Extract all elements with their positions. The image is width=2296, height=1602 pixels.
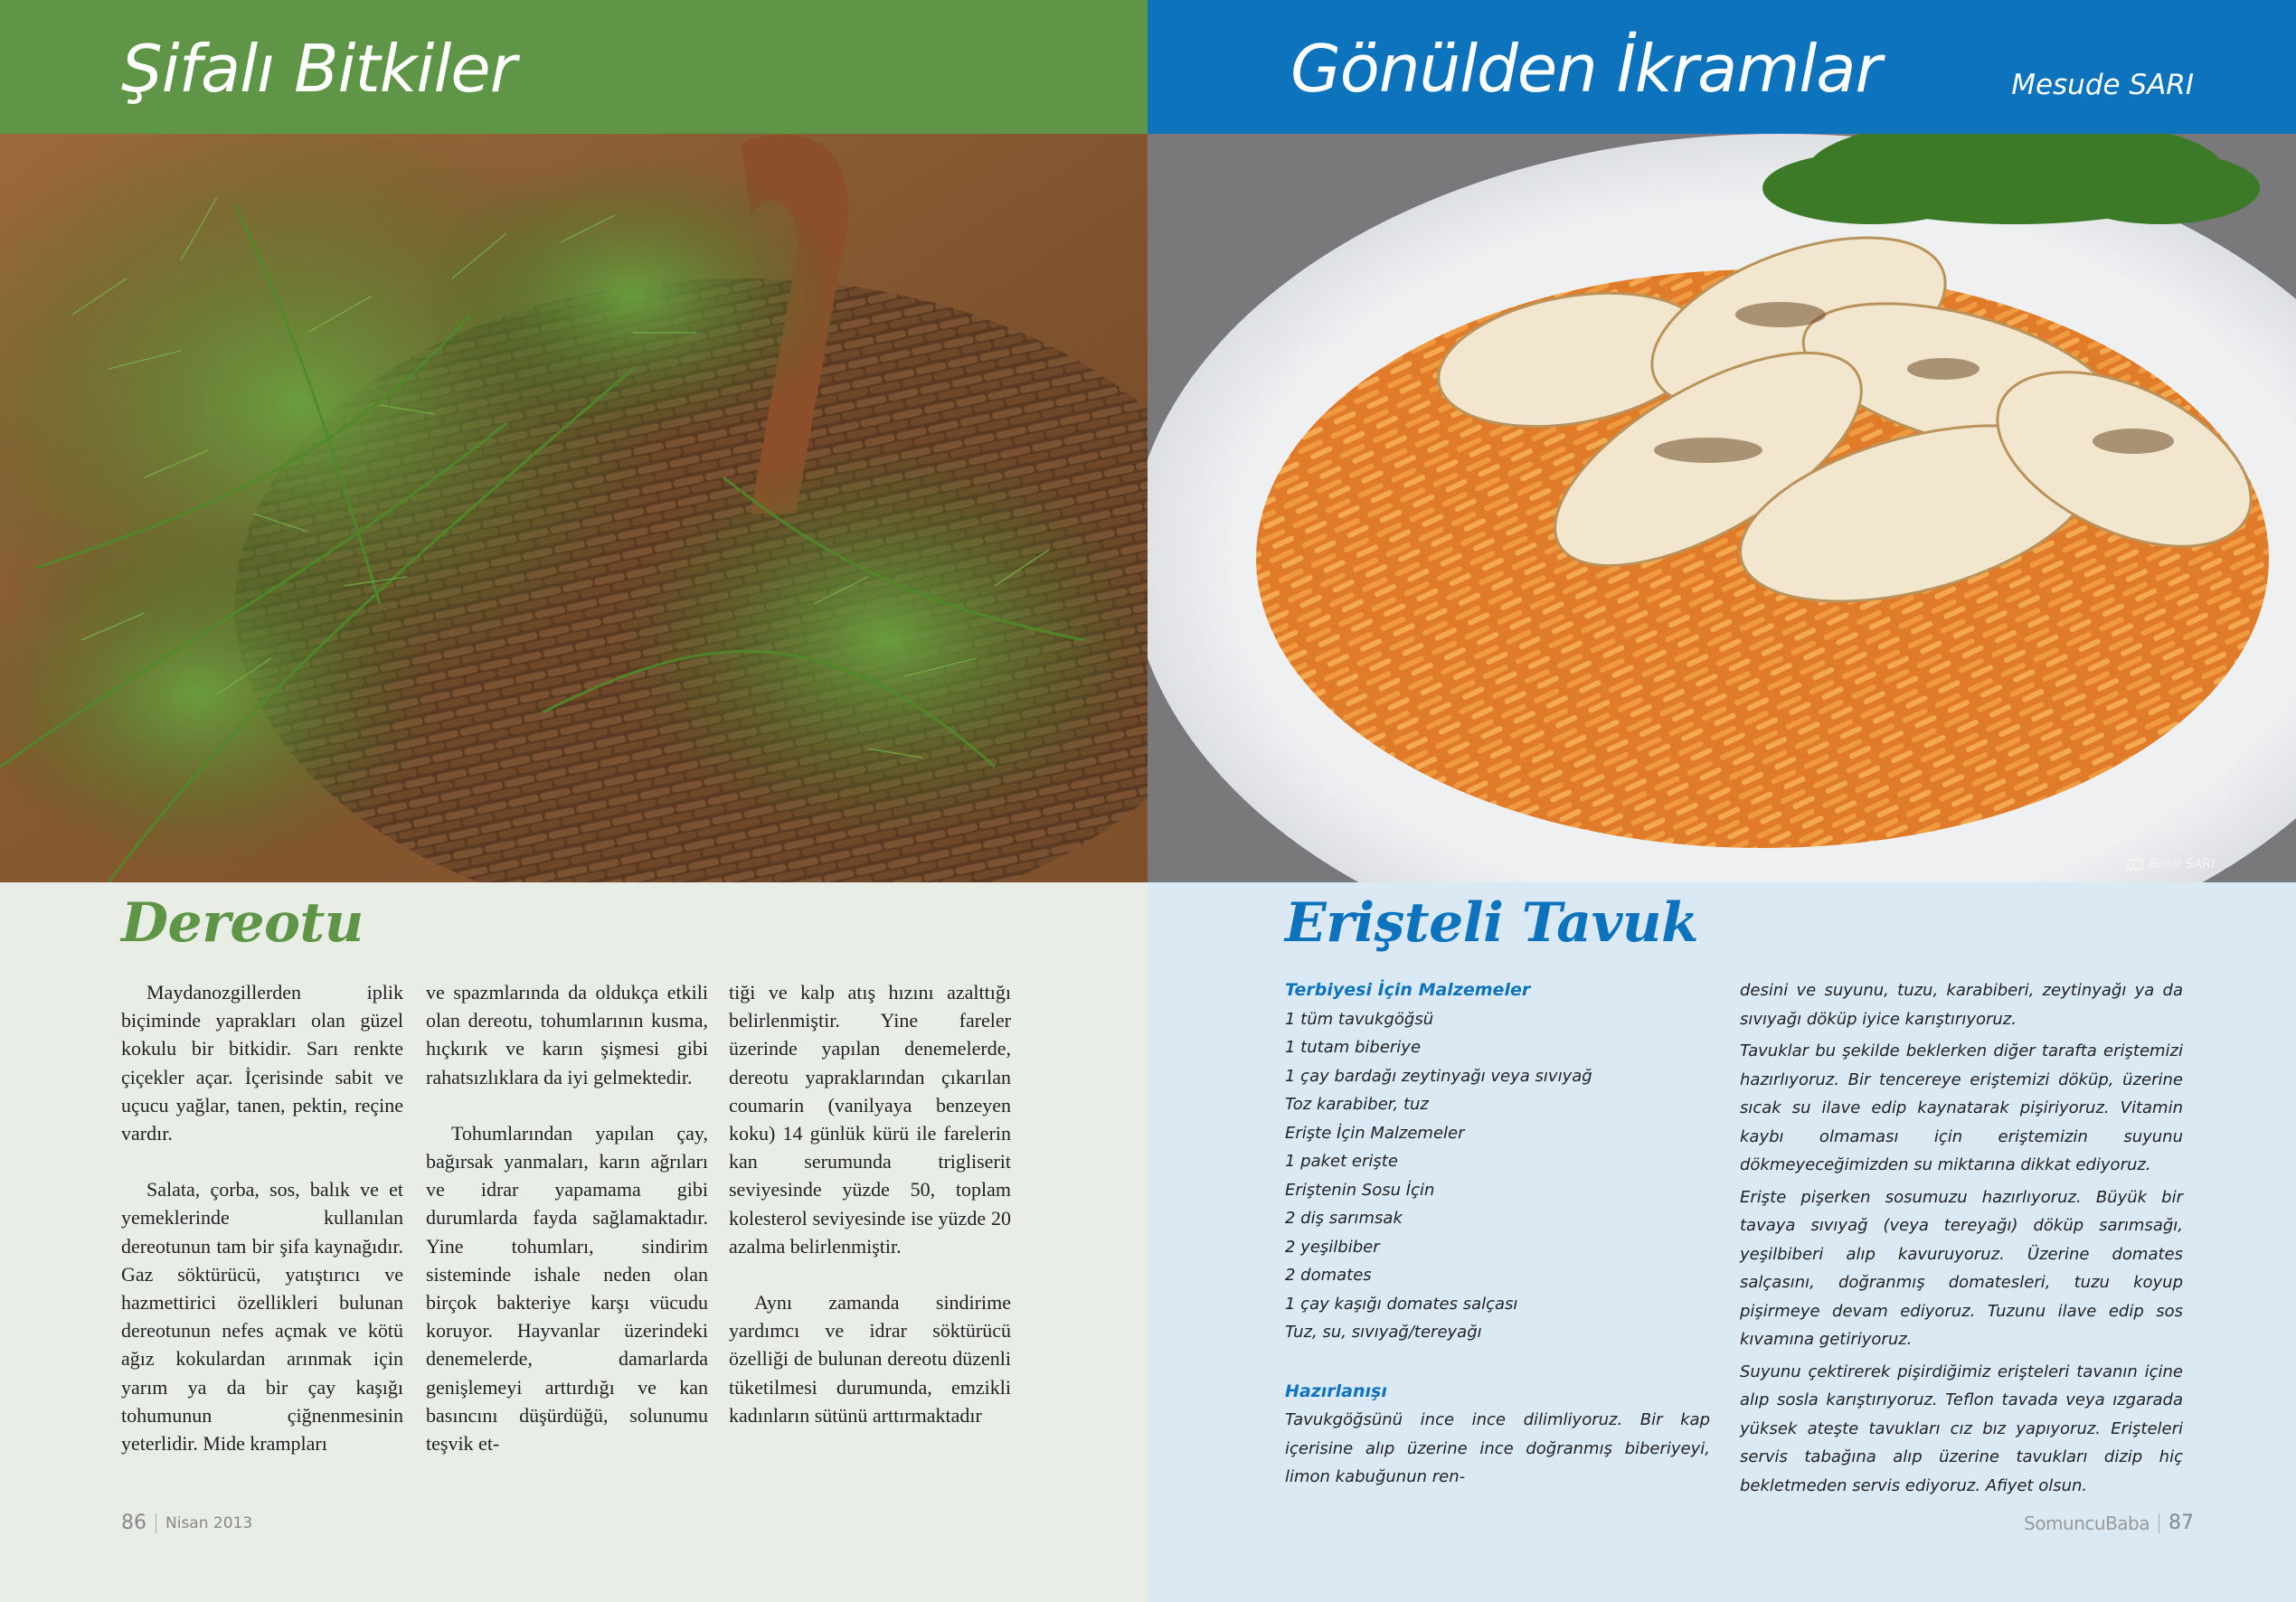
text-column-3 [729,978,1011,1457]
camera-icon [2127,859,2143,871]
chicken-noodle-photo [1148,134,2296,882]
left-section-title: Şifalı Bitkiler [121,31,516,107]
issue-date: Nisan 2013 [165,1513,253,1532]
right-article-title: Erişteli Tavuk [1285,891,1699,955]
right-header-bar [1148,0,2296,134]
text-column-1 [121,978,403,1485]
ingredient-list [1285,1005,1710,1347]
preparation-paragraph: Erişte pişerken sosumuzu hazırlıyoruz. Büyük bir tavaya sıvıyağ (veya tereyağı) döküp sarımsağı, yeşilbiberi alıp kavuruyoruz. Üzerine domates salçasını, doğranmış domatesleri, tuzu koyup pişirmeye devam ediyoruz. Tuzunu ilave edip sos kıvamına getiriyoruz. [1740,1187,2183,1349]
dill-basket-image [0,134,1148,882]
dill-basket-photo [0,134,1148,882]
preparation-paragraph: Tavuklar bu şekilde beklerken diğer tarafta eriştemizi hazırlıyoruz. Bir tencereye eriştemizi döküp, üzerine sıcak su ilave edip kaynatarak pişiriyoruz. Vitamin kaybı olmaması için eriştemizin suyunu dökmeyeceğimizden su miktarına dikkat ediyoruz. [1740,1041,2183,1174]
paragraph: Aynı zamanda sindirime yardımcı ve idrar söktürücü özelliği de bulunan dereotu düzenli tüketilmesi durumunda, emzikli kadınların sütünü arttırmaktadır [729,1291,1011,1427]
ingredient-item: 2 diş sarımsak [1285,1209,1403,1228]
left-header-bar [0,0,1148,134]
paragraph: ve spazmlarında da oldukça etkili olan dereotu, tohumlarının kusma, hıçkırık ve karın şişmesi gibi rahatsızlıklara da iyi gelmektedir. [426,981,708,1088]
preparation-column [1740,976,2183,1503]
page-number: 87 [2168,1512,2194,1534]
preparation-paragraph: desini ve suyunu, tuzu, karabiberi, zeytinyağı ya da sıvıyağı döküp iyice karıştırıyoruz. [1740,981,2183,1029]
ingredients-column [1285,976,1710,1492]
author-name: Mesude SARI [2011,69,2194,101]
paragraph: Tohumlarından yapılan çay, bağırsak yanmaları, karın ağrıları ve idrar yapamama gibi durumlarda fayda sağlamaktadır. Yine tohumları, sindirim sisteminde ishale neden olan birçok bakteriye karşı vücudu koruyor. Hayvanlar üzerindeki denemelerde, damarlarda genişlemeyi arttırdığı ve kan basıncını düşürdüğü, solunumu teşvik et- [426,1121,708,1456]
ingredient-item: Eriştenin Sosu İçin [1285,1180,1435,1200]
right-page [1148,0,2296,1602]
chicken-noodle-image [1148,134,2296,882]
ingredient-item: Erişte İçin Malzemeler [1285,1123,1465,1143]
magazine-brand: SomuncuBaba [2024,1512,2150,1534]
ingredient-item: 2 domates [1285,1266,1372,1285]
ingredient-item: Toz karabiber, tuz [1285,1095,1429,1114]
ingredient-item: 1 çay kaşığı domates salçası [1285,1294,1518,1314]
ingredient-item: Tuz, su, sıvıyağ/tereyağı [1285,1323,1482,1342]
ingredient-item: 1 tutam biberiye [1285,1038,1422,1057]
ingredient-item: 2 yeşilbiber [1285,1237,1380,1257]
photo-credit-text: Bekir SARI [2149,857,2215,872]
page-number: 86 [121,1512,146,1534]
preparation-text: Tavukgöğsünü ince ince dilimliyoruz. Bir kap içerisine alıp üzerine ince doğranmış biberiyeyi, limon kabuğunun ren- [1285,1410,1710,1486]
left-article-title: Dereotu [121,891,364,955]
right-footer [2024,1512,2194,1534]
preparation-paragraph: Suyunu çektirerek pişirdiğimiz erişteleri tavanın içine alıp sosla karıştırıyoruz. Teflon tavada veya ızgarada yüksek ateşte tavukları cız bız yapıyoruz. Erişteleri servis tabağına alıp üzerine tavukları dizip hiç bekletmeden servis ediyoruz. Afiyet olsun. [1740,1362,2183,1495]
ingredient-item: 1 paket erişte [1285,1152,1398,1171]
preparation-heading: Hazırlanışı [1285,1381,1387,1401]
left-footer [121,1512,252,1534]
right-section-title: Gönülden İkramlar [1290,31,1882,107]
paragraph: tiği ve kalp atış hızını azalttığı belirlenmiştir. Yine fareler üzerinde yapılan denemelerde, dereotu yapraklarından çıkarılan coumarin (vanilyaya benzeyen koku) 14 günlük kürü ile farelerin kan serumunda trigliserit seviyesinde yüzde 50, toplam kolesterol seviyesinde ise yüzde 20 azalma belirlenmiştir. [729,981,1011,1258]
paragraph: Salata, çorba, sos, balık ve et yemeklerinde kullanılan dereotunun tam bir şifa kaynağıdır. Gaz söktürücü, yatıştırıcı ve hazmettirici özellikleri bulunan dereotunun nefes açmak ve kötü ağız kokulardan arınmak için yarım ya da bir çay kaşığı tohumunun çiğnenmesinin yeterlidir. Mide krampları [121,1178,403,1456]
paragraph: Maydanozgillerden iplik biçiminde yaprakları olan güzel kokulu bir bitkidir. Sarı renkte çiçekler açar. İçerisinde sabit ve uçucu yağlar, tanen, pektin, reçine vardır. [121,981,403,1145]
ingredient-item: 1 çay bardağı zeytinyağı veya sıvıyağ [1285,1066,1592,1086]
ingredient-item: 1 tüm tavukgöğsü [1285,1009,1434,1029]
photo-credit [2127,857,2215,872]
text-column-2 [426,978,708,1485]
marinade-heading: Terbiyesi İçin Malzemeler [1285,980,1531,1000]
